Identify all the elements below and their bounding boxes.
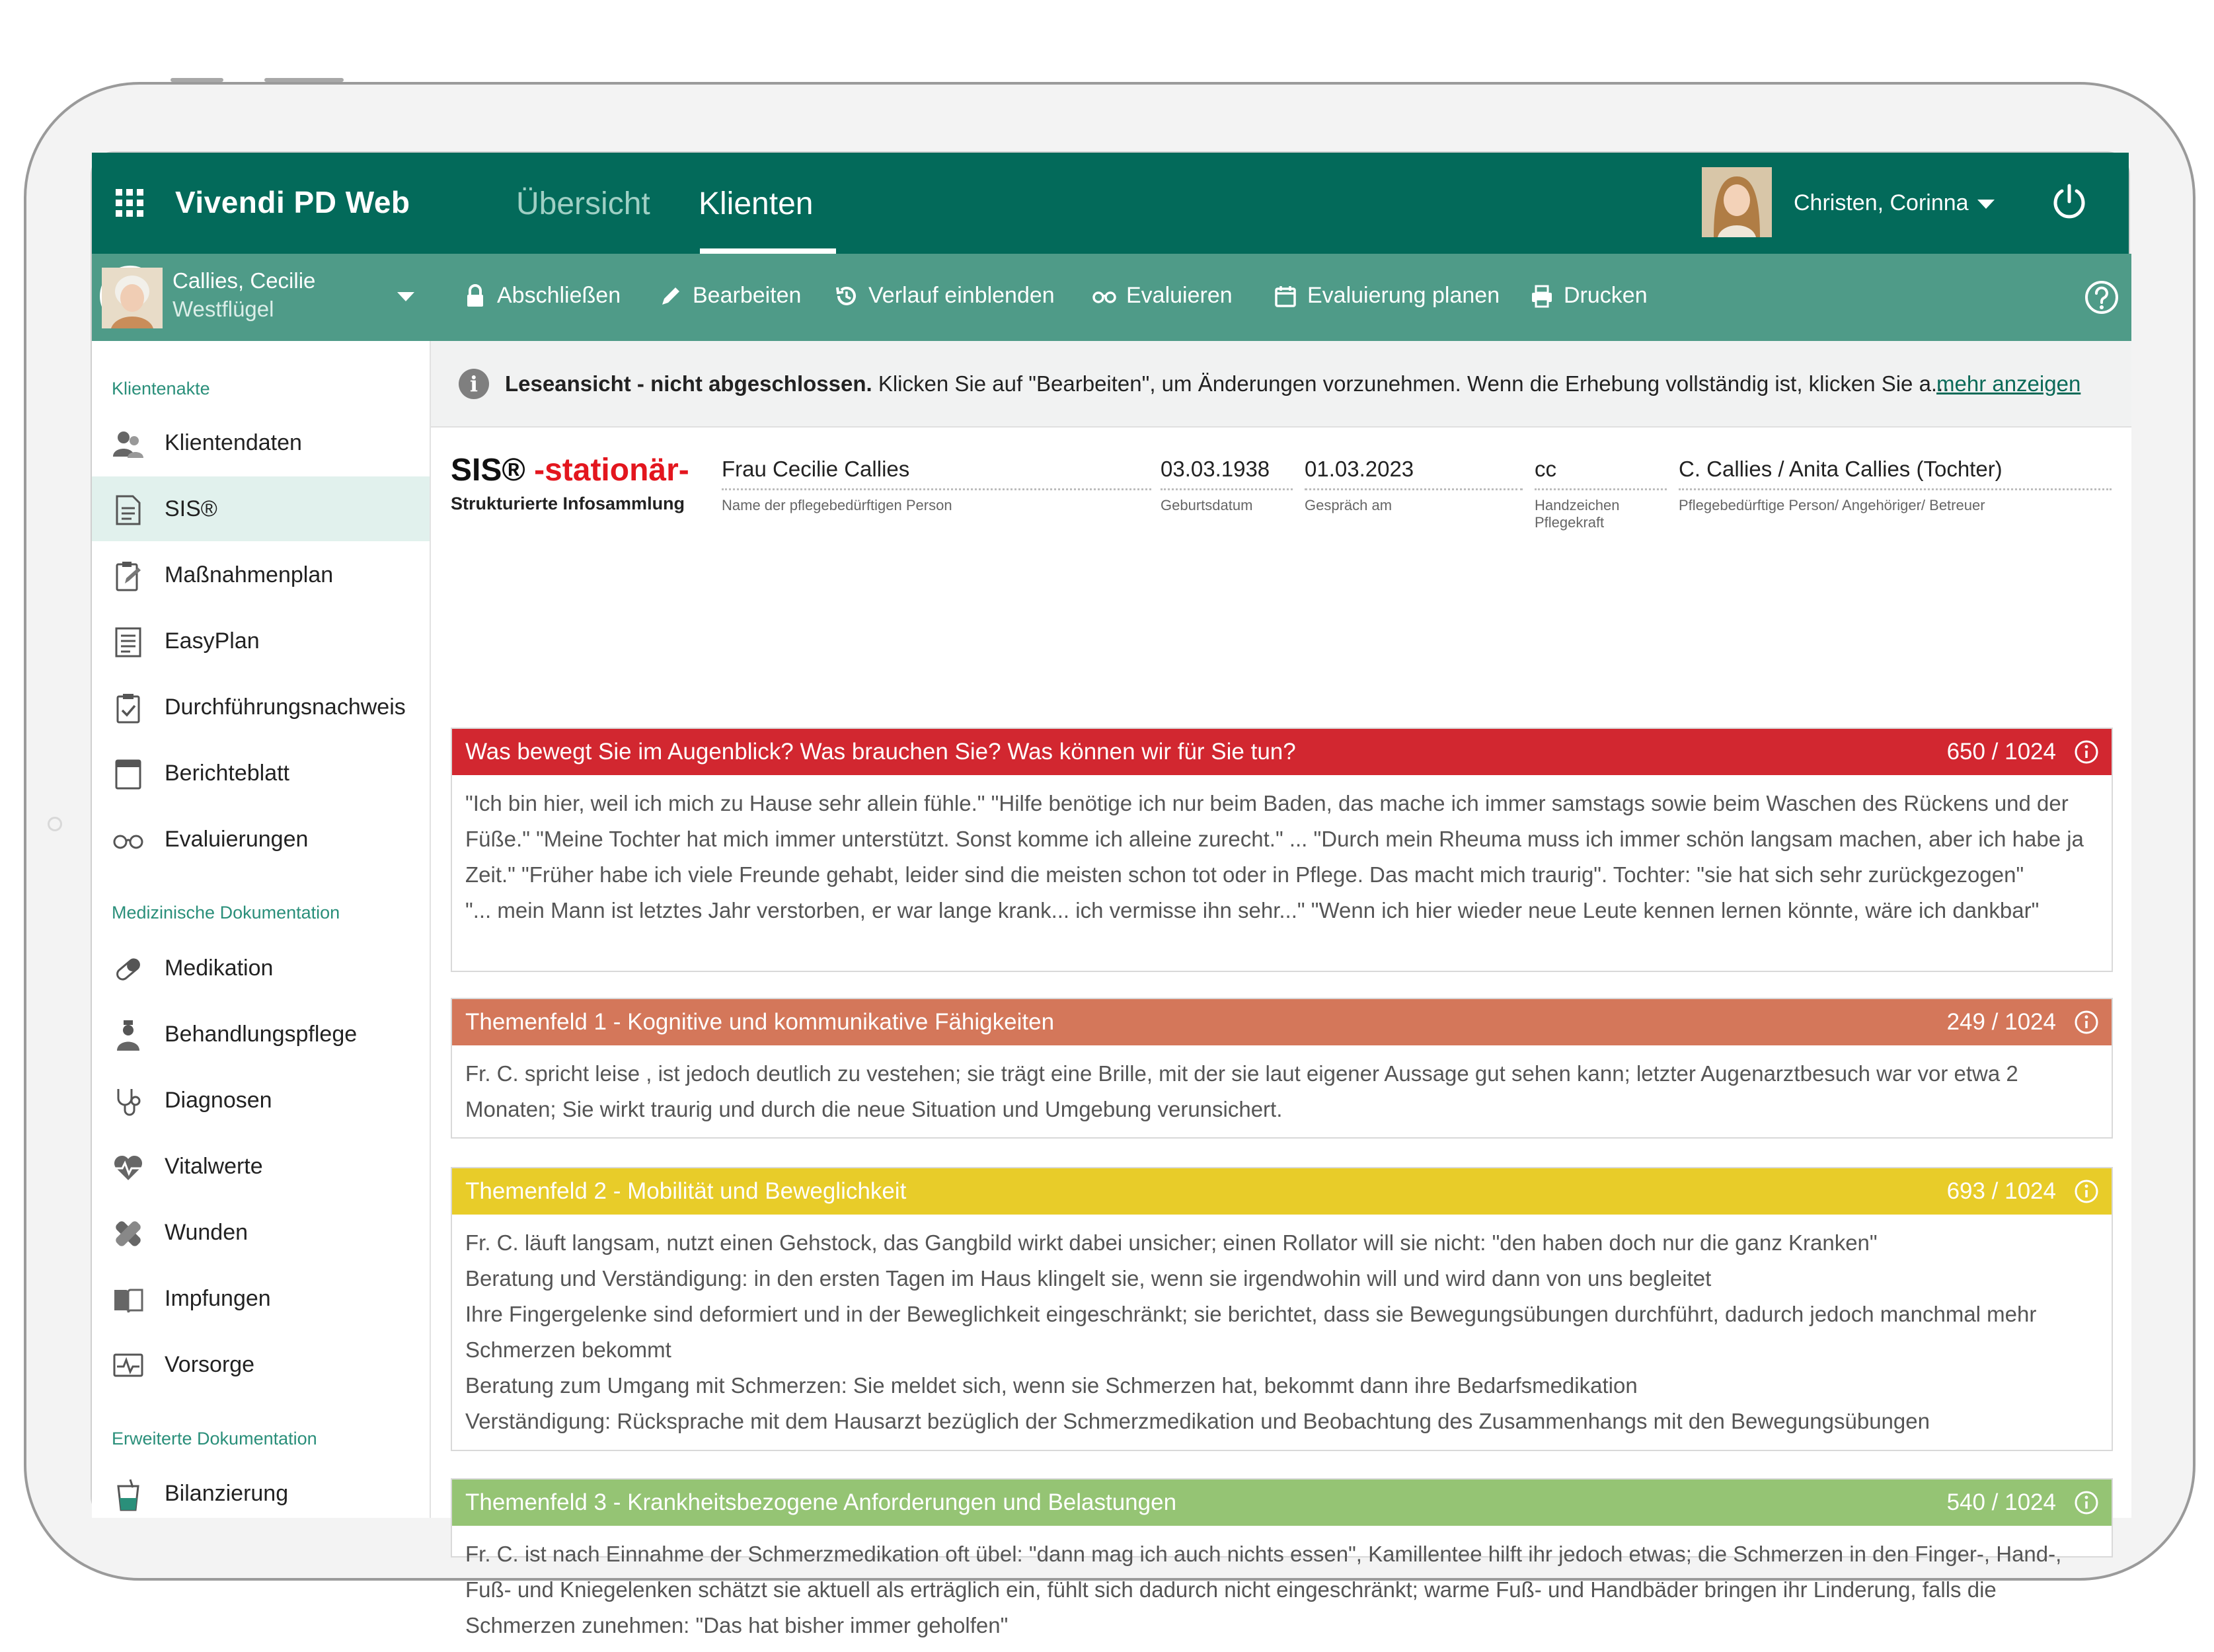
plan-evaluation-button-label: Evaluierung planen bbox=[1307, 283, 1500, 308]
calendar-icon bbox=[1273, 283, 1298, 309]
tablet-camera bbox=[48, 817, 62, 831]
nurse-icon bbox=[112, 1019, 145, 1052]
read-only-notice bbox=[431, 341, 2131, 428]
field-label: Handzeichen Pflegekraft bbox=[1535, 497, 1620, 531]
user-avatar[interactable] bbox=[1702, 167, 1772, 237]
section-title: Themenfeld 1 - Kognitive und kommunikative Fähigkeiten bbox=[465, 1009, 1055, 1035]
section-text-line: Beratung zum Umgang mit Schmerzen: Sie meldet sich, wenn sie Schmerzen hat, bekommt dann ihre Bedarfsmedikation bbox=[465, 1373, 1638, 1398]
field-value: cc bbox=[1535, 457, 1667, 490]
section-text-line: Fr. C. ist nach Einnahme der Schmerzmedikation oft übel: "dann mag ich auch nichts essen", Kamillentee hilft ihr jedoch etwas; die Schmerzen in den Finger-, Hand-, Fuß- und Kniegelenken schätzt sie aktuell als erträglich ein, fühlt sich dadurch nicht eingeschränkt; warme Fuß- und Handbäder bringen ihr Linderung, falls die Schmerzen zunehmen: "Das hat bisher immer geholfen" bbox=[465, 1542, 2062, 1637]
glasses-icon bbox=[112, 824, 145, 857]
sis-subtitle: Strukturierte Infosammlung bbox=[451, 494, 685, 513]
lock-icon bbox=[463, 283, 488, 309]
sidebar-item-label: Diagnosen bbox=[165, 1088, 272, 1113]
tab-uebersicht[interactable]: Übersicht bbox=[516, 186, 650, 221]
section-title: Themenfeld 3 - Krankheitsbezogene Anforderungen und Belastungen bbox=[465, 1489, 1177, 1515]
field-person-name bbox=[722, 457, 1151, 514]
sis-title-stationaer: -stationär- bbox=[534, 453, 689, 488]
section-text-line: "Ich bin hier, weil ich mich zu Hause sehr allein fühle." "Hilfe benötige ich nur beim Baden, das mache ich immer samstags sowie beim Waschen des Rückens und der Füße." "Meine Tochter hat mich immer unterstützt. Sonst komme ich alleine zurecht." ... "Durch mein Rheuma muss ich immer schön langsam machen, aber ich habe ja Zeit." "Früher habe ich viele Freunde gehabt, leider sind die meisten schon tot oder in Pflege. Das macht mich traurig". Tochter: "sie hat sich sehr zurückgezogen" bbox=[465, 791, 2084, 887]
app-grid-icon[interactable] bbox=[116, 189, 143, 217]
sis-section-current-situation[interactable] bbox=[451, 728, 2113, 972]
lock-button[interactable] bbox=[463, 283, 621, 309]
chevron-down-icon[interactable] bbox=[1977, 200, 1995, 209]
sidebar-item-medikation[interactable] bbox=[92, 936, 430, 1000]
section-text-line: Beratung und Verständigung: in den ersten Tagen im Haus klingelt sie, wenn sie irgendwohin will und wird dann von uns begleitet bbox=[465, 1266, 1712, 1291]
field-label: Name der pflegebedürftigen Person bbox=[722, 497, 952, 513]
sis-heading bbox=[451, 452, 689, 514]
field-label: Geburtsdatum bbox=[1161, 497, 1253, 513]
section-text bbox=[465, 1536, 2098, 1643]
sidebar-item-label: Medikation bbox=[165, 956, 274, 981]
sis-section-themenfeld-3[interactable] bbox=[451, 1478, 2113, 1637]
field-label: Gespräch am bbox=[1305, 497, 1393, 513]
sidebar-section-klientenakte: Klientenakte bbox=[112, 379, 210, 398]
sidebar-item-bilanzierung[interactable] bbox=[92, 1461, 430, 1526]
sidebar bbox=[92, 341, 431, 1518]
section-text-line: Fr. C. spricht leise , ist jedoch deutlich zu vestehen; sie trägt eine Brille, mit der sie laut eigener Aussage gut sehen kann; letzter Augenarztbesuch war vor etwa 2 Monaten; Sie wirkt traurig und durch die neue Situation und Umgebung verunsichert. bbox=[465, 1061, 2018, 1121]
sidebar-item-label: Behandlungspflege bbox=[165, 1022, 358, 1047]
field-label: Pflegebedürftige Person/ Angehöriger/ Betreuer bbox=[1679, 497, 1985, 513]
glasses-icon bbox=[1092, 283, 1117, 309]
top-bar bbox=[92, 153, 2129, 254]
sidebar-item-wunden[interactable] bbox=[92, 1200, 430, 1265]
sidebar-item-label: Vorsorge bbox=[165, 1352, 255, 1377]
client-name: Callies, Cecilie bbox=[172, 268, 316, 293]
tablet-hardware-button bbox=[264, 78, 344, 82]
cup-icon bbox=[112, 1478, 145, 1511]
clipboard-edit-icon bbox=[112, 560, 145, 593]
active-tab-indicator bbox=[700, 248, 836, 254]
sidebar-item-evaluierungen[interactable] bbox=[92, 807, 430, 872]
section-header bbox=[452, 729, 2112, 775]
section-text-line: Ihre Fingergelenke sind deformiert und in der Beweglichkeit eingeschränkt; sie berichtet, dass sie Bewegungsübungen durchführt, dadurch jedoch manchmal mehr Schmerzen bekommt bbox=[465, 1302, 2037, 1362]
sis-section-themenfeld-1[interactable] bbox=[451, 998, 2113, 1139]
section-title: Themenfeld 2 - Mobilität und Beweglichkeit bbox=[465, 1178, 907, 1204]
notebook-icon bbox=[112, 758, 145, 791]
sidebar-item-label: Impfungen bbox=[165, 1286, 271, 1311]
section-header bbox=[452, 1168, 2112, 1215]
notice-message: Klicken Sie auf "Bearbeiten", um Änderungen vorzunehmen. Wenn die Erhebung vollständig ist, klicken Sie a... bbox=[872, 371, 1950, 396]
sidebar-item-label: Durchführungsnachweis bbox=[165, 695, 406, 720]
main-content bbox=[431, 341, 2131, 1637]
printer-icon bbox=[1529, 283, 1554, 309]
print-button[interactable] bbox=[1529, 283, 1648, 309]
history-icon bbox=[834, 283, 859, 309]
history-button[interactable] bbox=[834, 283, 1055, 309]
lock-button-label: Abschließen bbox=[497, 283, 621, 308]
info-icon[interactable] bbox=[2073, 1178, 2100, 1205]
app-title: Vivendi PD Web bbox=[175, 185, 410, 219]
section-character-count: 249 / 1024 bbox=[1946, 1009, 2056, 1035]
info-icon[interactable] bbox=[2073, 1489, 2100, 1516]
field-birth-date bbox=[1161, 457, 1293, 514]
bandage-icon bbox=[112, 1217, 145, 1250]
section-character-count: 693 / 1024 bbox=[1946, 1178, 2056, 1204]
print-button-label: Drucken bbox=[1564, 283, 1648, 308]
help-icon[interactable] bbox=[2083, 279, 2120, 316]
notice-text bbox=[505, 371, 1949, 396]
tab-klienten[interactable]: Klienten bbox=[699, 186, 814, 221]
document-icon bbox=[112, 494, 145, 527]
app-screen bbox=[91, 151, 2130, 1637]
field-value: Frau Cecilie Callies bbox=[722, 457, 1151, 490]
client-selector[interactable] bbox=[92, 254, 431, 341]
sidebar-item-durchfuehrungsnachweis[interactable] bbox=[92, 675, 430, 739]
sidebar-item-label: Klientendaten bbox=[165, 430, 302, 455]
monitor-pulse-icon bbox=[112, 1349, 145, 1382]
sidebar-item-behandlungspflege[interactable] bbox=[92, 1002, 430, 1067]
info-icon[interactable] bbox=[2073, 739, 2100, 765]
sidebar-item-vitalwerte[interactable] bbox=[92, 1134, 430, 1199]
section-header bbox=[452, 1480, 2112, 1526]
sidebar-item-klientendaten[interactable] bbox=[92, 410, 430, 475]
field-initials bbox=[1535, 457, 1667, 531]
field-conversation-date bbox=[1305, 457, 1523, 514]
client-avatar bbox=[100, 266, 161, 326]
sidebar-item-massnahmenplan[interactable] bbox=[92, 543, 430, 607]
user-name[interactable]: Christen, Corinna bbox=[1794, 190, 1969, 215]
sidebar-item-label: Wunden bbox=[165, 1220, 248, 1245]
sidebar-item-sis[interactable] bbox=[92, 476, 430, 541]
sis-title-prefix: SIS® bbox=[451, 453, 535, 488]
sidebar-item-label: Berichteblatt bbox=[165, 761, 289, 786]
section-title: Was bewegt Sie im Augenblick? Was brauchen Sie? Was können wir für Sie tun? bbox=[465, 739, 1296, 765]
client-unit: Westflügel bbox=[172, 297, 274, 321]
sidebar-item-impfungen[interactable] bbox=[92, 1266, 430, 1331]
section-text bbox=[465, 786, 2098, 928]
sidebar-item-diagnosen[interactable] bbox=[92, 1068, 430, 1133]
tablet-hardware-button bbox=[171, 78, 223, 82]
sidebar-item-label: Bilanzierung bbox=[165, 1481, 289, 1506]
pill-icon bbox=[112, 953, 145, 986]
section-text-line: Verständigung: Rücksprache mit dem Hausarzt bezüglich der Schmerzmedikation und Beobachtung des Zusammenhangs mit den Bewegungsübungen bbox=[465, 1409, 1930, 1433]
info-icon: i bbox=[459, 369, 489, 399]
section-header bbox=[452, 999, 2112, 1045]
info-icon[interactable] bbox=[2073, 1009, 2100, 1035]
field-value: 01.03.2023 bbox=[1305, 457, 1523, 490]
sis-title bbox=[451, 452, 689, 488]
stethoscope-icon bbox=[112, 1085, 145, 1118]
sidebar-item-vorsorge[interactable] bbox=[92, 1332, 430, 1397]
section-character-count: 650 / 1024 bbox=[1946, 739, 2056, 765]
evaluate-button[interactable] bbox=[1092, 283, 1233, 309]
history-button-label: Verlauf einblenden bbox=[868, 283, 1055, 308]
sidebar-item-label: EasyPlan bbox=[165, 628, 260, 654]
pencil-icon bbox=[658, 283, 683, 309]
plan-evaluation-button[interactable] bbox=[1273, 283, 1500, 309]
evaluate-button-label: Evaluieren bbox=[1126, 283, 1233, 308]
field-participants bbox=[1679, 457, 2112, 514]
sidebar-item-label: Vitalwerte bbox=[165, 1154, 263, 1179]
sidebar-item-label: SIS® bbox=[165, 496, 217, 521]
edit-button[interactable] bbox=[658, 283, 801, 309]
toolbar bbox=[431, 254, 2131, 341]
chevron-down-icon[interactable] bbox=[397, 292, 414, 301]
field-value: C. Callies / Anita Callies (Tochter) bbox=[1679, 457, 2112, 490]
power-icon[interactable] bbox=[2049, 182, 2089, 221]
sidebar-section-erweiterte-dokumentation: Erweiterte Dokumentation bbox=[112, 1429, 317, 1448]
field-value: 03.03.1938 bbox=[1161, 457, 1293, 490]
section-text bbox=[465, 1225, 2098, 1439]
section-text bbox=[465, 1056, 2098, 1127]
sidebar-section-medizinische-dokumentation: Medizinische Dokumentation bbox=[112, 903, 340, 922]
clipboard-check-icon bbox=[112, 692, 145, 725]
list-document-icon bbox=[112, 626, 145, 659]
notice-bold-text: Leseansicht - nicht abgeschlossen. bbox=[505, 371, 872, 396]
section-text-line: Fr. C. läuft langsam, nutzt einen Gehstock, das Gangbild wirkt dabei unsicher; einen Rollator will sie nicht: "den haben doch nur die ganz Kranken" bbox=[465, 1230, 1878, 1255]
sidebar-item-berichteblatt[interactable] bbox=[92, 741, 430, 806]
edit-button-label: Bearbeiten bbox=[693, 283, 802, 308]
sis-section-themenfeld-2[interactable] bbox=[451, 1167, 2113, 1451]
show-more-link[interactable]: mehr anzeigen bbox=[1936, 371, 2081, 396]
sidebar-item-easyplan[interactable] bbox=[92, 609, 430, 673]
book-icon bbox=[112, 1283, 145, 1316]
section-text-line: "... mein Mann ist letztes Jahr verstorben, er war lange krank... ich vermisse ihn sehr..." "Wenn ich hier wieder neue Leute kennen lernen könnte, wäre ich dankbar" bbox=[465, 898, 2040, 922]
section-character-count: 540 / 1024 bbox=[1946, 1489, 2056, 1515]
heart-pulse-icon bbox=[112, 1151, 145, 1184]
sidebar-item-label: Maßnahmenplan bbox=[165, 562, 334, 587]
sidebar-item-label: Evaluierungen bbox=[165, 827, 309, 852]
people-icon bbox=[112, 428, 145, 461]
